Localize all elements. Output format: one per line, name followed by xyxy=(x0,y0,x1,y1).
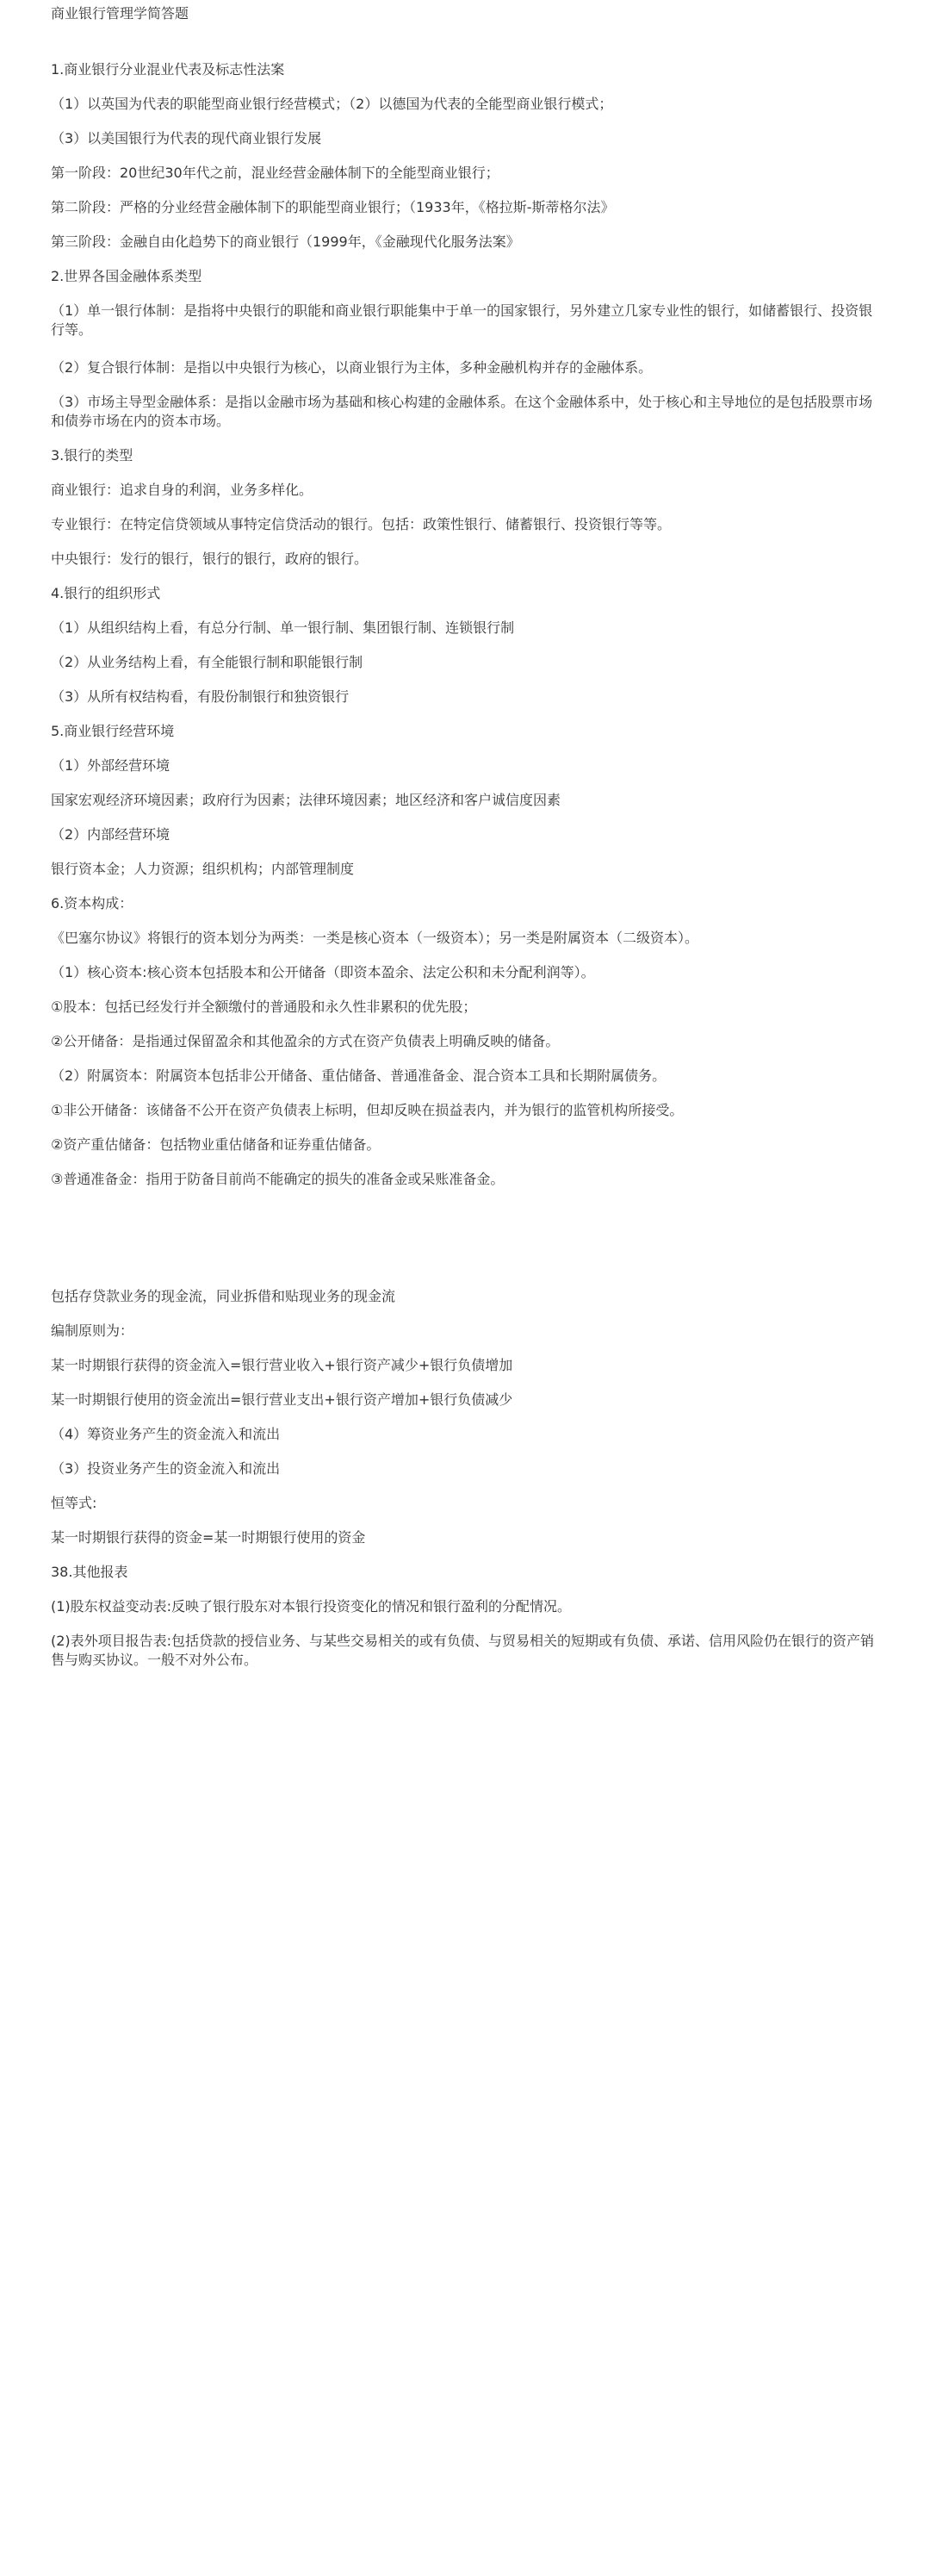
paragraph: 某一时期银行获得的资金流入=银行营业收入+银行资产减少+银行负债增加 xyxy=(51,1357,513,1373)
section-heading: 38.其他报表 xyxy=(51,1564,128,1580)
document-title: 商业银行管理学简答题 xyxy=(51,5,189,22)
paragraph: 《巴塞尔协议》将银行的资本划分为两类：一类是核心资本（一级资本）；另一类是附属资本（二级资本）。 xyxy=(51,930,699,946)
section-heading: 2.世界各国金融体系类型 xyxy=(51,268,202,284)
paragraph: (2)表外项目报告表:包括贷款的授信业务、与某些交易相关的或有负债、与贸易相关的短期或有负债、承诺、信用风险仍在银行的资产销售与购买协议。一般不对外公布。 xyxy=(51,1633,875,1668)
paragraph: （2）内部经营环境 xyxy=(51,826,170,843)
paragraph: (1)股东权益变动表:反映了银行股东对本银行投资变化的情况和银行盈利的分配情况。 xyxy=(51,1598,572,1615)
paragraph: ③普通准备金：指用于防备目前尚不能确定的损失的准备金或呆账准备金。 xyxy=(51,1171,505,1187)
paragraph: ②资产重估储备：包括物业重估储备和证券重估储备。 xyxy=(51,1136,381,1153)
paragraph: 某一时期银行使用的资金流出=银行营业支出+银行资产增加+银行负债减少 xyxy=(51,1391,513,1408)
paragraph: 银行资本金；人力资源；组织机构；内部管理制度 xyxy=(51,861,355,877)
paragraph: ②公开储备：是指通过保留盈余和其他盈余的方式在资产负债表上明确反映的储备。 xyxy=(51,1033,560,1049)
paragraph: 包括存贷款业务的现金流，同业拆借和贴现业务的现金流 xyxy=(51,1288,396,1304)
paragraph: （3）投资业务产生的资金流入和流出 xyxy=(51,1460,281,1477)
section-heading: 3.银行的类型 xyxy=(51,447,133,464)
paragraph: （3）从所有权结构看，有股份制银行和独资银行 xyxy=(51,688,350,705)
section-heading: 5.商业银行经营环境 xyxy=(51,723,175,739)
paragraph: （3）以美国银行为代表的现代商业银行发展 xyxy=(51,130,322,146)
paragraph: （1）单一银行体制：是指将中央银行的职能和商业银行职能集中于单一的国家银行，另外建立几家专业性的银行，如储蓄银行、投资银行等。 xyxy=(51,302,873,338)
paragraph: 编制原则为： xyxy=(51,1322,134,1339)
paragraph: 国家宏观经济环境因素；政府行为因素；法律环境因素；地区经济和客户诚信度因素 xyxy=(51,792,561,808)
paragraph: 商业银行：追求自身的利润，业务多样化。 xyxy=(51,482,313,498)
paragraph: 中央银行：发行的银行，银行的银行，政府的银行。 xyxy=(51,551,369,567)
paragraph: 某一时期银行获得的资金=某一时期银行使用的资金 xyxy=(51,1529,366,1546)
paragraph: （2）附属资本：附属资本包括非公开储备、重估储备、普通准备金、混合资本工具和长期附属债务。 xyxy=(51,1067,666,1084)
paragraph: 专业银行：在特定信贷领域从事特定信贷活动的银行。包括：政策性银行、储蓄银行、投资银行等等。 xyxy=(51,516,672,532)
paragraph: 第三阶段：金融自由化趋势下的商业银行（1999年，《金融现代化服务法案》 xyxy=(51,233,520,250)
paragraph: （2）从业务结构上看，有全能银行制和职能银行制 xyxy=(51,654,363,670)
paragraph: 第二阶段：严格的分业经营金融体制下的职能型商业银行；（1933年，《格拉斯-斯蒂格尔法》 xyxy=(51,199,615,215)
paragraph: 恒等式: xyxy=(51,1495,97,1511)
paragraph: （3）市场主导型金融体系：是指以金融市场为基础和核心构建的金融体系。在这个金融体系中，处于核心和主导地位的是包括股票市场和债券市场在内的资本市场。 xyxy=(51,394,873,429)
section-heading: 6.资本构成： xyxy=(51,895,133,912)
paragraph: （1）核心资本:核心资本包括股本和公开储备（即资本盈余、法定公积和未分配利润等）。 xyxy=(51,964,595,980)
paragraph: （1）从组织结构上看，有总分行制、单一银行制、集团银行制、连锁银行制 xyxy=(51,619,515,636)
section-heading: 1.商业银行分业混业代表及标志性法案 xyxy=(51,61,285,78)
section-heading: 4.银行的组织形式 xyxy=(51,585,161,601)
paragraph: （1）以英国为代表的职能型商业银行经营模式；（2）以德国为代表的全能型商业银行模式； xyxy=(51,96,613,112)
paragraph: ①股本：包括已经发行并全额缴付的普通股和永久性非累积的优先股； xyxy=(51,999,477,1015)
paragraph: 第一阶段：20世纪30年代之前，混业经营金融体制下的全能型商业银行； xyxy=(51,165,499,181)
paragraph: ①非公开储备：该储备不公开在资产负债表上标明，但却反映在损益表内，并为银行的监管机构所接受。 xyxy=(51,1102,684,1118)
paragraph: （2）复合银行体制：是指以中央银行为核心，以商业银行为主体，多种金融机构并存的金融体系。 xyxy=(51,359,653,376)
paragraph: （4）筹资业务产生的资金流入和流出 xyxy=(51,1426,281,1442)
paragraph: （1）外部经营环境 xyxy=(51,757,170,774)
